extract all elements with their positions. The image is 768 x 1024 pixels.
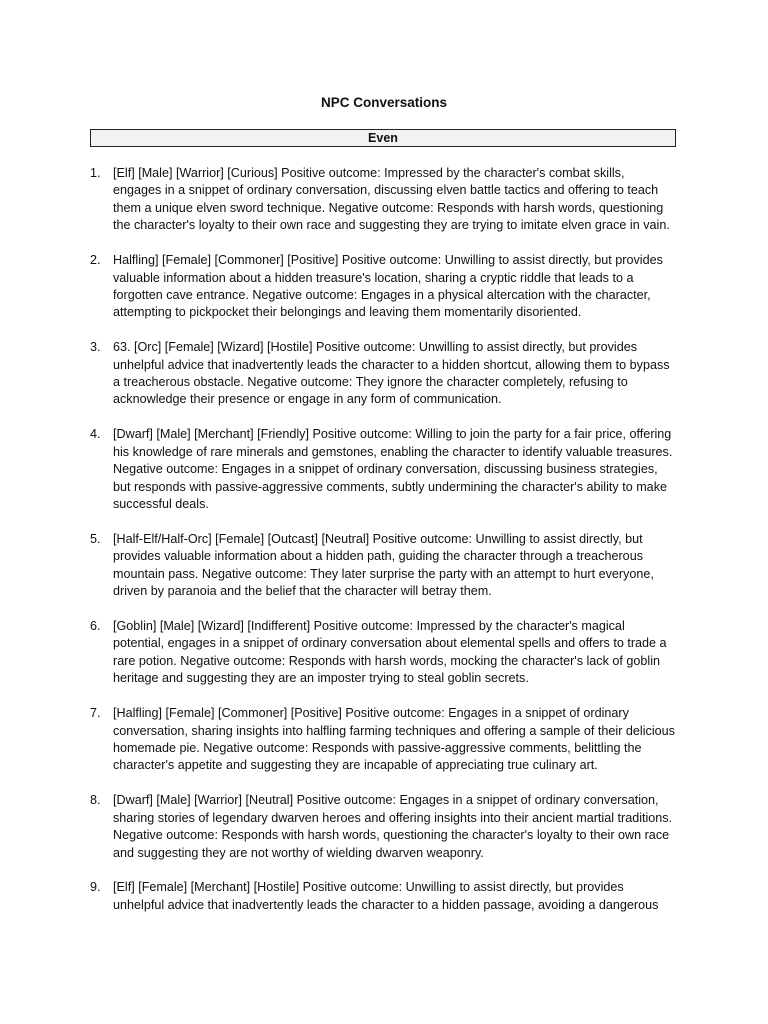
list-item bbox=[90, 426, 676, 513]
list-item bbox=[90, 879, 676, 914]
npc-entry-list bbox=[90, 165, 676, 932]
list-item bbox=[90, 165, 676, 235]
list-item-text: [Elf] [Male] [Warrior] [Curious] Positive outcome: Impressed by the character's combat skills, engages in a snippet of ordinary conversation, discussing elven battle tactics and offering to teach them a unique elven sword technique. Negative outcome: Responds with harsh words, questioning the character's loyalty to their own race and suggesting they are trying to imitate elven grace in vain. bbox=[113, 166, 670, 233]
list-item-text: 63. [Orc] [Female] [Wizard] [Hostile] Positive outcome: Unwilling to assist directly, but provides unhelpful advice that inadvertently leads the character to a hidden shortcut, allowing them to bypass a treacherous obstacle. Negative outcome: They ignore the character completely, refusing to acknowledge their presence or engage in any form of communication. bbox=[113, 340, 670, 407]
list-item bbox=[90, 792, 676, 862]
list-item-text: [Halfling] [Female] [Commoner] [Positive] Positive outcome: Engages in a snippet of ordinary conversation, sharing insights into halfling farming techniques and offering a sample of their delicious homemade pie. Negative outcome: Responds with passive-aggressive comments, belittling the character's appetite and suggesting they are incapable of appreciating true culinary art. bbox=[113, 706, 675, 773]
document-title: NPC Conversations bbox=[320, 95, 448, 110]
list-item-text: [Dwarf] [Male] [Warrior] [Neutral] Positive outcome: Engages in a snippet of ordinary conversation, sharing stories of legendary dwarven heroes and offering insights into their ancient martial traditions. Negative outcome: Responds with harsh words, questioning the character's loyalty to their own race and suggesting they are not worthy of wielding dwarven weaponry. bbox=[113, 793, 673, 860]
list-item-number: 5. bbox=[90, 531, 101, 546]
list-item-number: 1. bbox=[90, 166, 101, 180]
list-item bbox=[90, 339, 676, 409]
list-item-text: [Dwarf] [Male] [Merchant] [Friendly] Positive outcome: Willing to join the party for a fair price, offering his knowledge of rare minerals and gemstones, enabling the character to identify valuable treasures. Negative outcome: Engages in a snippet of ordinary conversation, discussing business strategies, but responds with passive-aggressive comments, subtly undermining the character's ability to make successful deals. bbox=[113, 427, 673, 511]
list-item-number: 4. bbox=[90, 427, 101, 442]
list-item-text: [Elf] [Female] [Merchant] [Hostile] Positive outcome: Unwilling to assist directly, but provides unhelpful advice that inadvertently leads the character to a hidden passage, avoiding a dangerous bbox=[113, 880, 659, 912]
list-item-number: 6. bbox=[90, 619, 101, 634]
list-item-number: 9. bbox=[90, 880, 101, 895]
list-item-text: [Half-Elf/Half-Orc] [Female] [Outcast] [Neutral] Positive outcome: Unwilling to assist directly, but provides valuable information about a hidden path, guiding the character through a treacherous mountain pass. Negative outcome: They later surprise the party with an attempt to hurt everyone, driven by paranoia and the belief that the character will betray them. bbox=[113, 531, 654, 599]
list-item-number: 7. bbox=[90, 706, 101, 721]
list-item-text: Halfling] [Female] [Commoner] [Positive] Positive outcome: Unwilling to assist directly, but provides valuable information about a hidden treasure's location, sharing a cryptic riddle that leads to a forgotten cave entrance. Negative outcome: Engages in a physical altercation with the character, attempting to pickpocket their belongings and leaving them momentarily disoriented. bbox=[113, 253, 663, 320]
list-item bbox=[90, 252, 676, 322]
list-item bbox=[90, 705, 676, 775]
list-item bbox=[90, 618, 676, 688]
list-item-text: [Goblin] [Male] [Wizard] [Indifferent] Positive outcome: Impressed by the character's magical potential, engages in a snippet of ordinary conversation about elemental spells and offers to trade a rare potion. Negative outcome: Responds with harsh words, mocking the character's lack of goblin heritage and suggesting they are an imposter trying to steal goblin secrets. bbox=[113, 619, 667, 686]
list-item-number: 2. bbox=[90, 253, 101, 268]
section-header-even: Even bbox=[90, 129, 676, 147]
list-item bbox=[90, 531, 676, 601]
list-item-number: 3. bbox=[90, 340, 101, 355]
list-item-number: 8. bbox=[90, 793, 101, 808]
